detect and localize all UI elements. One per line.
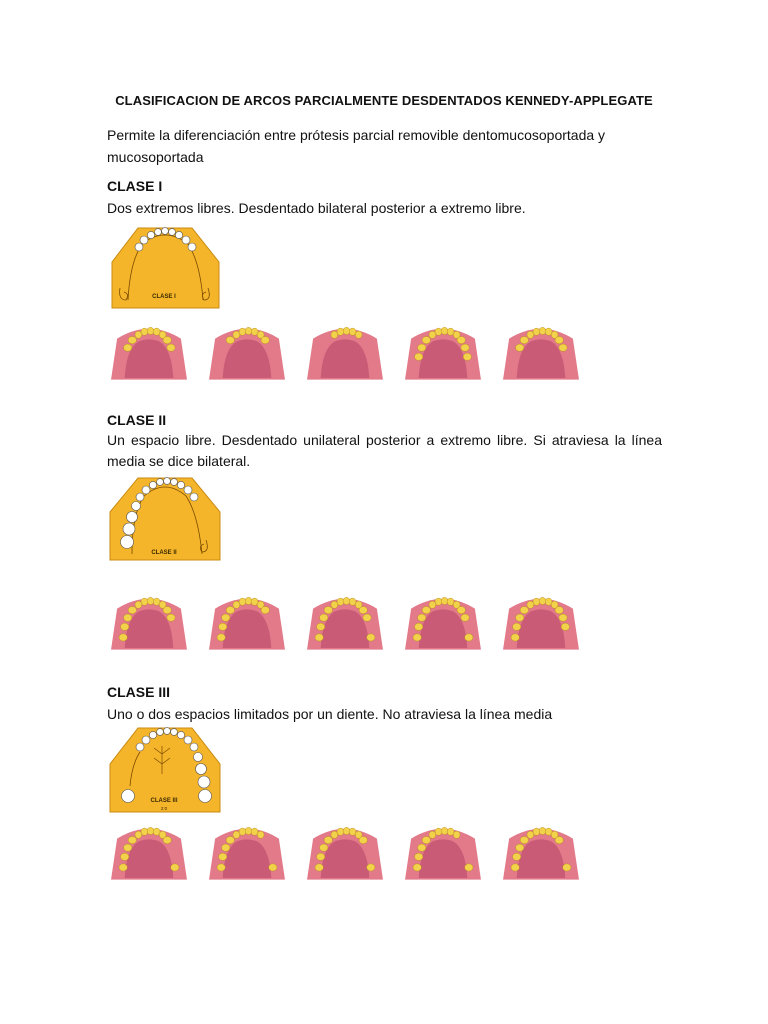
tooth-mark [413,634,421,641]
tooth-mark [141,328,148,335]
tooth-mark [337,828,344,835]
tooth-mark [233,601,240,608]
tooth-mark [141,828,148,835]
tooth-mark [465,864,473,871]
tooth-mark [545,828,552,835]
tooth-mark [163,336,171,343]
tooth-mark [511,634,519,641]
tooth-mark [520,836,528,843]
tooth-mark [343,327,350,334]
tooth-mark [359,606,367,613]
tooth-mark [457,606,465,613]
tooth-mark [219,623,227,630]
tooth-mark [435,328,442,335]
tooth-mark [533,598,540,605]
clase-1-arch-row [108,314,588,392]
tooth-mark [429,831,436,838]
tooth-mark [415,853,423,860]
tooth-mark [135,831,142,838]
tooth-mark [511,864,519,871]
tooth-mark [124,344,132,351]
tooth-mark [337,598,344,605]
tooth-mark [226,336,234,343]
tooth-mark [422,606,430,613]
tooth-mark [217,864,225,871]
tooth-mark [513,853,521,860]
tooth-mark [251,598,258,605]
intro-paragraph: Permite la diferenciación entre prótesis parcial removible dentomucosoportada y mucosoportada [107,127,606,165]
arch-photo-3-1 [108,814,190,892]
tooth-mark [324,606,332,613]
arch-photo-2-3 [304,584,386,662]
tooth-mark [413,864,421,871]
tooth-mark [343,597,350,604]
tooth-mark [516,344,524,351]
tooth-mark [163,606,171,613]
tooth-mark [555,336,563,343]
tooth-mark [315,864,323,871]
tooth-mark [418,344,426,351]
arch-photo-1-4 [402,314,484,392]
tooth-mark [457,336,465,343]
tooth-mark [124,844,132,851]
tooth-mark [359,836,367,843]
arch-photo-2-2 [206,584,288,662]
tooth-mark [422,336,430,343]
section-heading-clase-3: CLASE III [107,684,171,700]
tooth-mark [367,864,375,871]
tooth-mark [153,828,160,835]
page-title: CLASIFICACION DE ARCOS PARCIALMENTE DESDENTADOS KENNEDY-APPLEGATE [115,93,653,108]
tooth-mark [119,864,127,871]
tooth-mark [153,328,160,335]
tooth-mark [447,828,454,835]
tooth-mark [245,597,252,604]
tooth-mark [349,328,356,335]
tooth-mark [121,623,129,630]
tooth-mark [461,614,469,621]
tooth-mark [239,328,246,335]
tooth-mark [171,864,179,871]
section-heading-clase-1: CLASE I [107,178,163,194]
arch-photo-1-5 [500,314,582,392]
clase-3-diagram-card [106,724,224,816]
tooth-mark [245,827,252,834]
tooth-mark [355,331,362,338]
tooth-mark [533,328,540,335]
tooth-mark [349,828,356,835]
tooth-mark [516,844,524,851]
tooth-mark [317,853,325,860]
tooth-mark [415,623,423,630]
tooth-mark [226,836,234,843]
tooth-mark [124,614,132,621]
tooth-mark [233,331,240,338]
tooth-mark [367,634,375,641]
tooth-mark [167,614,175,621]
tooth-mark [520,606,528,613]
tooth-mark [251,328,258,335]
clase-2-card-label: CLASE II [151,550,177,556]
arch-photo-2-1 [108,584,190,662]
tooth-mark [219,853,227,860]
tooth-mark [422,836,430,843]
tooth-mark [331,331,338,338]
tooth-mark [147,827,154,834]
tooth-mark [441,597,448,604]
tooth-mark [239,828,246,835]
tooth-mark [147,597,154,604]
tooth-mark [539,327,546,334]
arch-photo-1-3 [304,314,386,392]
tooth-mark [520,336,528,343]
tooth-mark [163,836,171,843]
tooth-mark [539,827,546,834]
tooth-mark [324,836,332,843]
tooth-mark [435,598,442,605]
tooth-mark [315,634,323,641]
tooth-mark [418,614,426,621]
tooth-mark [527,331,534,338]
tooth-mark [217,634,225,641]
tooth-mark [245,327,252,334]
tooth-mark [545,598,552,605]
tooth-mark [363,614,371,621]
arch-photo-1-1 [108,314,190,392]
tooth-mark [167,344,175,351]
tooth-mark [559,344,567,351]
section-description-clase-1: Dos extremos libres. Desdentado bilateral posterior a extremo libre. [107,200,526,216]
tooth-mark [317,623,325,630]
tooth-mark [128,836,136,843]
arch-photo-3-5 [500,814,582,892]
tooth-mark [153,598,160,605]
tooth-mark [461,344,469,351]
tooth-mark [239,598,246,605]
tooth-mark [337,328,344,335]
tooth-mark [435,828,442,835]
tooth-mark [135,601,142,608]
tooth-mark [141,598,148,605]
tooth-mark [429,601,436,608]
tooth-mark [561,623,569,630]
arch-photo-3-3 [304,814,386,892]
tooth-mark [261,336,269,343]
clase-1-diagram-card [108,222,223,312]
tooth-mark [269,864,277,871]
tooth-mark [513,623,521,630]
tooth-mark [119,634,127,641]
tooth-mark [222,614,230,621]
tooth-mark [222,844,230,851]
tooth-mark [147,327,154,334]
tooth-mark [343,827,350,834]
tooth-mark [128,606,136,613]
section-heading-clase-2: CLASE II [107,412,167,428]
tooth-mark [527,601,534,608]
tooth-mark [415,353,423,360]
arch-photo-3-4 [402,814,484,892]
tooth-mark [320,614,328,621]
tooth-mark [559,614,567,621]
section-description-clase-3: Uno o dos espacios limitados por un diente. No atraviesa la línea media [107,706,553,722]
tooth-mark [453,831,460,838]
clase-3-card-sublabel: 2:0 [160,806,168,811]
tooth-mark [555,836,563,843]
tooth-mark [447,598,454,605]
tooth-mark [349,598,356,605]
tooth-mark [128,336,136,343]
tooth-mark [441,827,448,834]
tooth-mark [320,844,328,851]
tooth-mark [257,831,264,838]
arch-photo-2-5 [500,584,582,662]
clase-2-diagram-card [106,474,224,564]
tooth-mark [527,831,534,838]
tooth-mark [261,606,269,613]
arch-photo-1-2 [206,314,288,392]
tooth-mark [251,828,258,835]
tooth-mark [429,331,436,338]
tooth-mark [331,831,338,838]
tooth-mark [465,634,473,641]
tooth-mark [516,614,524,621]
clase-1-card-label: CLASE I [152,294,176,300]
tooth-mark [441,327,448,334]
clase-3-arch-row [108,814,588,894]
tooth-mark [555,606,563,613]
clase-3-card-label: CLASE III [150,798,178,804]
tooth-mark [233,831,240,838]
tooth-mark [533,828,540,835]
tooth-mark [447,328,454,335]
tooth-mark [545,328,552,335]
tooth-mark [226,606,234,613]
tooth-mark [463,353,471,360]
arch-photo-3-2 [206,814,288,892]
tooth-mark [121,853,129,860]
tooth-mark [563,864,571,871]
tooth-mark [539,597,546,604]
clase-2-arch-row [108,584,588,664]
tooth-mark [418,844,426,851]
section-description-clase-2: Un espacio libre. Desdentado unilateral posterior a extremo libre. Si atraviesa la línea media se dice bilateral. [107,432,662,469]
tooth-mark [331,601,338,608]
tooth-mark [135,331,142,338]
arch-photo-2-4 [402,584,484,662]
